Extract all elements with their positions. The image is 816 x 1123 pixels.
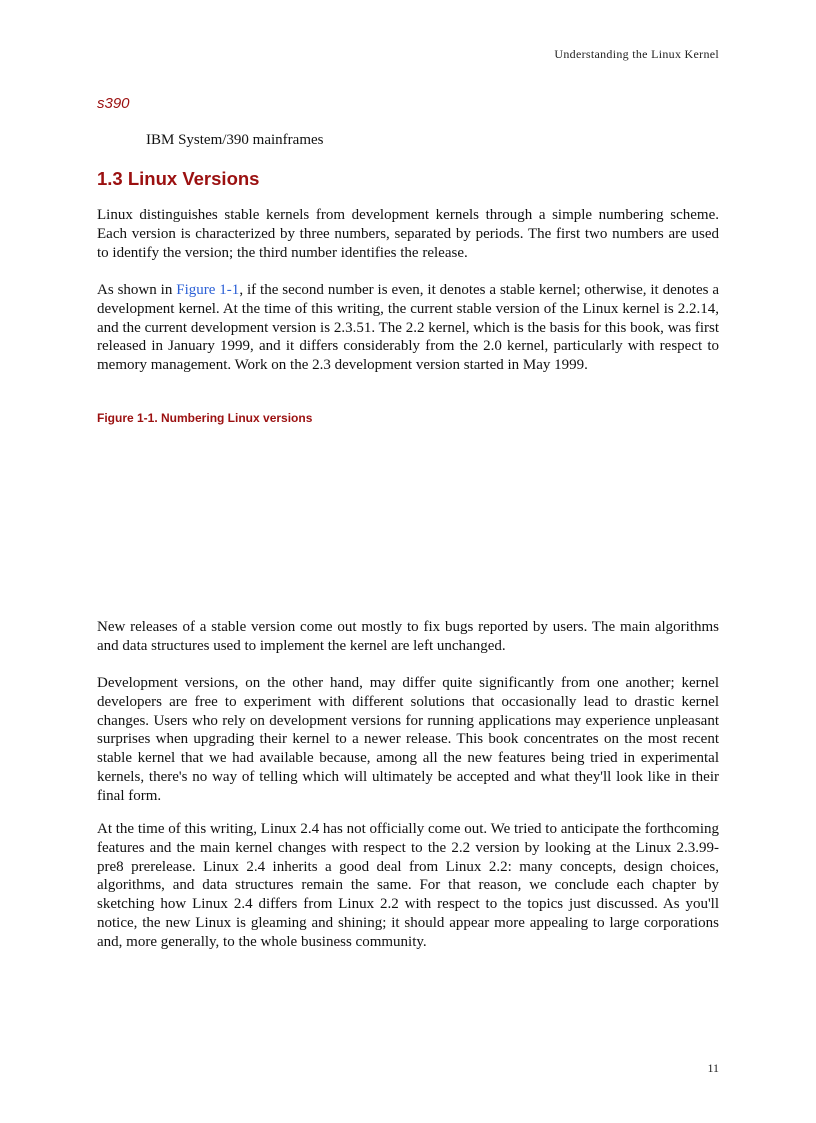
figure-1-1-link[interactable]: Figure 1-1	[176, 282, 240, 298]
section-heading: 1.3 Linux Versions	[97, 168, 260, 189]
paragraph-text-after-link: , if the second number is even, it denotes a stable kernel; otherwise, it denotes a development kernel. At the time of this writing, the current stable version of the Linux kernel is 2.2.14, and the current development version is 2.3.51. The 2.2 kernel, which is the basis for this book, was first released in January 1999, and it differs considerably from the 2.0 kernel, particularly with respect to memory management. Work on the 2.3 development version started in May 1999.	[97, 282, 719, 374]
paragraph-numbering-scheme: Linux distinguishes stable kernels from development kernels through a simple numbering scheme. Each version is characterized by three numbers, separated by periods. The first two numbers are used to identify the version; the third number identifies the release.	[97, 207, 719, 261]
paragraph-linux-2-4: At the time of this writing, Linux 2.4 has not officially come out. We tried to anticipate the forthcoming features and the main kernel changes with respect to the 2.2 version by looking at the Linux 2.3.99-pre8 prerelease. Linux 2.4 inherits a good deal from Linux 2.2: many concepts, design choices, algorithms, and data structures remain the same. For that reason, we conclude each chapter by sketching how Linux 2.4 differs from Linux 2.2 with respect to the topics just discussed. As you'll notice, the new Linux is gleaming and shining; it should appear more appealing to large corporations and, more generally, to the whole business community.	[97, 821, 719, 950]
paragraph-stable-vs-development	[97, 281, 719, 375]
figure-caption: Figure 1-1. Numbering Linux versions	[97, 411, 313, 425]
term-definition: IBM System/390 mainframes	[146, 132, 324, 148]
figure-image-placeholder	[97, 432, 719, 612]
paragraph-text-before-link: As shown in	[97, 282, 177, 298]
paragraph-development-versions: Development versions, on the other hand, may differ quite significantly from one another; kernel developers are free to experiment with different solutions that occasionally lead to drastic kernel changes. Users who rely on development versions for running applications may experience unpleasant surprises when upgrading their kernel to a newer release. This book concentrates on the most recent stable kernel that we had available because, among all the new features being tried in experimental kernels, there's no way of telling which will ultimately be accepted and what they'll look like in their final form.	[97, 675, 719, 804]
paragraph-stable-releases: New releases of a stable version come out mostly to fix bugs reported by users. The main algorithms and data structures used to implement the kernel are left unchanged.	[97, 619, 719, 654]
term-s390: s390	[97, 95, 130, 112]
page-number: 11	[707, 1061, 719, 1075]
running-header: Understanding the Linux Kernel	[554, 47, 719, 61]
